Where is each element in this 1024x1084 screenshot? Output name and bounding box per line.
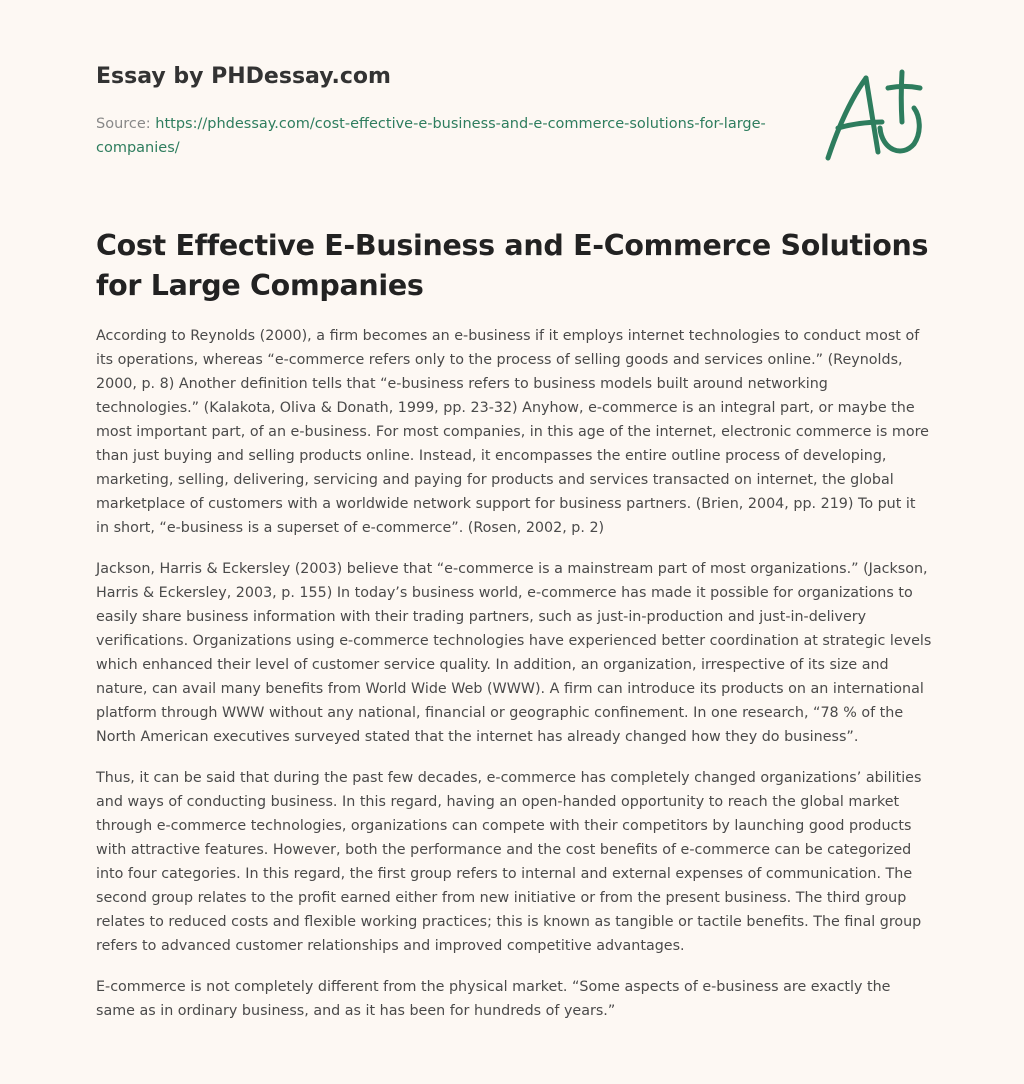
a-plus-logo-icon: [816, 66, 934, 166]
a-plus-logo-graphic: [816, 66, 934, 166]
source-line: [96, 112, 776, 160]
paragraph-1: According to Reynolds (2000), a firm becomes an e-business if it employs internet technologies to conduct most of its operations, whereas “e-commerce refers only to the process of selling goods and services online.” (Reynolds, 2000, p. 8) Another definition tells that “e-business refers to business models built around networking technologies.” (Kalakota, Oliva & Donath, 1999, pp. 23-32) Anyhow, e-commerce is an integral part, or maybe the most important part, of an e-business. For most companies, in this age of the internet, electronic commerce is more than just buying and selling products online. Instead, it encompasses the entire outline process of developing, marketing, selling, delivering, servicing and paying for products and services transacted on internet, the global marketplace of customers with a worldwide network support for business partners. (Brien, 2004, pp. 219) To put it in short, “e-business is a superset of e-commerce”. (Rosen, 2002, p. 2): [96, 328, 929, 536]
site-brand: Essay by PHDessay.com: [96, 64, 391, 89]
paragraph-3: Thus, it can be said that during the past few decades, e-commerce has completely changed organizations’ abilities and ways of conducting business. In this regard, having an open-handed opportunity to reach the global market through e-commerce technologies, organizations can compete with their competitors by launching good products with attractive features. However, both the performance and the cost benefits of e-commerce can be categorized into four categories. In this regard, the first group refers to internal and external expenses of communication. The second group relates to the profit earned either from new initiative or from the present business. The third group relates to reduced costs and flexible working practices; this is known as tangible or tactile benefits. The final group refers to advanced customer relationships and improved competitive advantages.: [96, 770, 922, 954]
article-title: Cost Effective E-Business and E-Commerce Solutions for Large Companies: [96, 229, 929, 302]
article-body: [96, 324, 932, 1040]
source-link[interactable]: https://phdessay.com/cost-effective-e-business-and-e-commerce-solutions-for-large-companies/: [96, 116, 766, 156]
page-header: [96, 62, 776, 160]
paragraph-2: Jackson, Harris & Eckersley (2003) believe that “e-commerce is a mainstream part of most organizations.” (Jackson, Harris & Eckersley, 2003, p. 155) In today’s business world, e-commerce has made it possible for organizations to easily share business information with their trading partners, such as just-in-production and just-in-delivery verifications. Organizations using e-commerce technologies have experienced better coordination at strategic levels which enhanced their level of customer service quality. In addition, an organization, irrespective of its size and nature, can avail many benefits from World Wide Web (WWW). A firm can introduce its products on an international platform through WWW without any national, financial or geographic confinement. In one research, “78 % of the North American executives surveyed stated that the internet has already changed how they do business”.: [96, 561, 932, 745]
source-label: Source:: [96, 116, 151, 132]
paragraph-4: E-commerce is not completely different from the physical market. “Some aspects of e-business are exactly the same as in ordinary business, and as it has been for hundreds of years.”: [96, 979, 891, 1019]
